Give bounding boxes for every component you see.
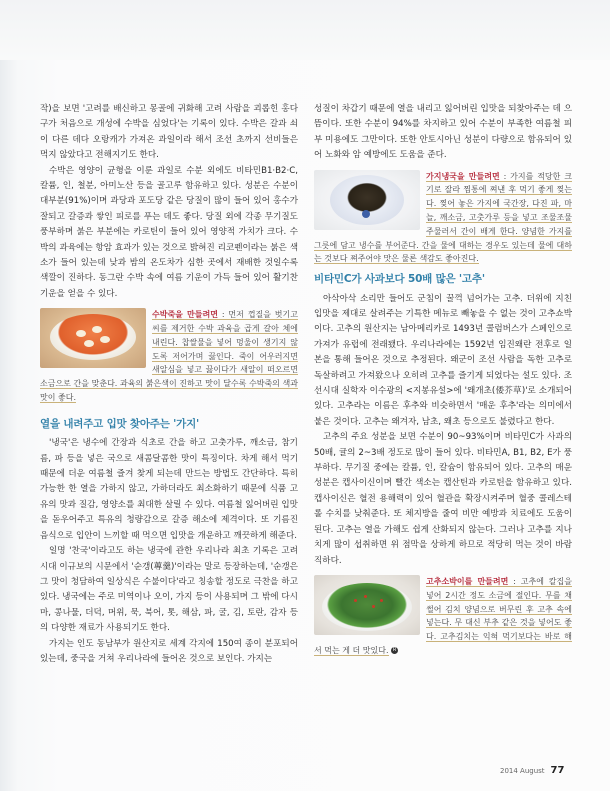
top-strip [0,0,610,60]
chili-flake [372,605,375,608]
page-footer [500,765,564,776]
paragraph: 아삭아삭 소리만 들어도 군침이 꿀꺽 넘어가는 고추. 더위에 지친 입맛을 제대로 살려주는 기특한 메뉴로 빼놓을 수 없는 것이 고추쇼박이다. 고추의 원산지는 남아메리카로 1493년 콜럼버스가 스페인으로 가져가 유럽에 전래됐다. 우리나라에는 1592년 임진왜란 전후로 일본을 통해 들어온 것으로 추정된다. 왜군이 조선 사람을 독한 고추로 독살하려고 가져왔으나 오히려 고추를 즐기게 되었다는 설도 있다. 조선시대 실학자 이수광의 <지봉유설>에 '왜개초(倭芥草)'로 소개되어 있다. 고추라는 이름은 후추와 비슷하면서 '매운 후추'라는 의미에서 붙은 것이다. 고추는 왜겨자, 남초, 왜초 등으로도 불렸다고 한다. [314,293,572,427]
chili-flake [364,595,367,598]
eggplant-soup-photo [314,170,420,230]
page-number: 77 [550,765,565,776]
chili-flake [354,599,357,602]
paragraph: 일명 '찬국'이라고도 하는 냉국에 관한 우리나라 최초 기록은 고려시대 이규보의 시문에서 '순갱(蓴羹)'이라는 말로 등장하는데, '순갱은 그 맛이 청담하여 일상식은 수불이다'라고 칭송할 정도로 극찬을 하고 있다. 냉국에는 주로 미역이나 오이, 가지 등이 사용되며 그 밖에 다시마, 콩나물, 더덕, 머위, 묵, 북어, 톳, 해삼, 파, 굴, 김, 토란, 감자 등의 다양한 재료가 사용되기도 한다. [40,546,298,634]
end-mark-icon: R [392,646,397,653]
paragraph: 수박은 영양이 균형을 이룬 과일로 수분 외에도 비타민B1·B2·C, 칼륨, 인, 철분, 아미노산 등을 골고루 함유하고 있다. 성분은 수분이 대부분(91%)이며 과당과 포도당 같은 당질이 많이 들어 있어 홍수가 잘되고 갈증과 쌓인 피로를 푸는 데도 좋다. 당질 외에 각종 무기질도 풍부하며 붉은 부분에는 카로틴이 들어 있어 영양적 가치가 크다. 수박의 과육에는 항암 효과가 있는 것으로 밝혀진 리코펜이라는 붉은 색소가 들어 있는데 낮과 밤의 온도차가 심한 곳에서 재배한 것일수록 색깔이 진하다. 동그란 수박 속에 여름 기운이 가득 들어 있어 활기찬 기운을 얻을 수 있다. [40,165,298,299]
recipe-lead: 가지냉국을 만들려면 [426,171,500,181]
dish-shape [322,583,412,631]
right-column [314,102,572,664]
issue-date: 2014 August [500,767,545,775]
paragraph: 작)을 보면 '고려를 배신하고 몽골에 귀화해 고려 사람을 괴롭힌 홍다구가 처음으로 개성에 수박을 심었다'는 기록이 있다. 수박은 갈과 쇠이 다른 데다 오랑캐가 가져온 과일이라 해서 조선 초까지 선비들은 먹지 않았다고 전해지기도 한다. [40,104,298,161]
recipe-body: : 먼저 껍질을 벗기고 씨를 제거한 수박 과육을 곱게 갈아 체에 내린다. 찹쌀물을 넣어 멍울이 생기지 않도록 저어가며 끓인다. 죽이 어우러지면 새알심을 넣고 끓이다가 새알이 떠오르면 소금으로 간을 맞춘다. 과육의 붉은색이 진하고 맛이 달수록 수박죽의 색과 맛이 좋다. [40,310,298,403]
recipe-lead: 수박죽을 만들려면 [152,310,218,320]
paragraph: 고추의 주요 성분을 보면 수분이 90~93%이며 비타민C가 사과의 50배, 귤의 2~3배 정도로 많이 들어 있다. 비타민A, B1, B2, E가 풍부하다. 무기질 중에는 칼륨, 인, 칼슘이 함유되어 있다. 고추의 매운 성분은 캡사이신이며 빨간 색소는 캡산틴과 카로틴을 함유하고 있다. 캡사이신은 혈전 용해력이 있어 혈관을 확장시켜주며 혈중 콜레스테롤 수치를 낮춰준다. 또 체지방을 줄여 비만 예방과 치료에도 도움이 된다. 고추는 열을 가해도 쉽게 산화되지 않는다. 그러나 고추를 지나치게 많이 섭취하면 위 점막을 상하게 하므로 적당히 먹는 것이 바람직하다. [314,432,572,566]
paragraph: '냉국'은 냉수에 간장과 식초로 간을 하고 고춧가루, 깨소금, 참기름, 파 등을 넣은 국으로 새콤달콤한 맛이 특징이다. 차게 해서 먹기 때문에 더운 여름철 즐겨 찾게 되는데 만드는 방법도 간단하다. 특히 가능한 한 열을 가하지 않고, 가하더라도 최소화하기 때문에 식품 고유의 맛과 질감, 영양소를 최대한 살릴 수 있다. 여름철 잃어버린 입맛을 돋우어주고 특유의 청량감으로 갈증 해소에 제격이다. 또 기름진 음식으로 입안이 느끼할 때 먹으면 입맛을 개운하고 깨끗하게 해준다. [40,438,298,541]
recipe-lead: 고추소박이를 만들려면 [426,576,509,586]
chili-flake [380,599,383,602]
bowl-shape [50,314,136,360]
recipe-body: : 고추에 칼집을 넣어 2시간 정도 소금에 절인다. 무를 채썰어 김치 양념으로 버무린 후 고추 속에 넣는다. 무 대신 부추 같은 것을 넣어도 좋다. 고추김치는 익혀 먹기보다는 바로 해서 먹는 게 더 맛있다. [314,576,572,655]
watermelon-porridge-photo [40,308,146,368]
stuffed-pepper-photo [314,575,420,635]
left-column [40,102,298,667]
bowl-pattern [362,210,370,218]
recipe-body: : 가지를 적당한 크기로 잘라 찜통에 쪄낸 후 먹기 좋게 찢는다. 찢어 놓은 가지에 국간장, 다진 파, 마늘, 깨소금, 고춧가루 등을 넣고 조물조물 주물러서 간이 배게 한다. 양념한 가지를 그릇에 담고 냉수를 부어준다. 간을 물에 대하는 경우도 있는데 물에 대하는 것보다 쪄주어야 맛은 물론 색감도 좋아진다. [314,171,573,264]
section-heading-pepper: 비타민C가 사과보다 50배 많은 '고추' [314,273,485,286]
paragraph: 가지는 인도 동남부가 원산지로 세계 각지에 150여 종이 분포되어 있는데, 중국을 거쳐 우리나라에 들어온 것으로 보인다. 가지는 [40,638,298,664]
section-heading-eggplant: 열을 내려주고 입맛 찾아주는 '가지' [40,417,200,430]
recipe-box-watermelon [40,308,298,405]
recipe-box-eggplant [314,170,572,267]
recipe-box-pepper [314,575,572,658]
paragraph: 성질이 차갑기 때문에 열을 내리고 잃어버린 입맛을 되찾아주는 데 으뜸이다. 또한 수분이 94%를 차지하고 있어 수분이 부족한 여름철 피부 미용에도 그만이다. 또한 안토시아닌 성분이 다량으로 함유되어 있어 노화와 암 예방에도 도움을 준다. [314,104,572,161]
